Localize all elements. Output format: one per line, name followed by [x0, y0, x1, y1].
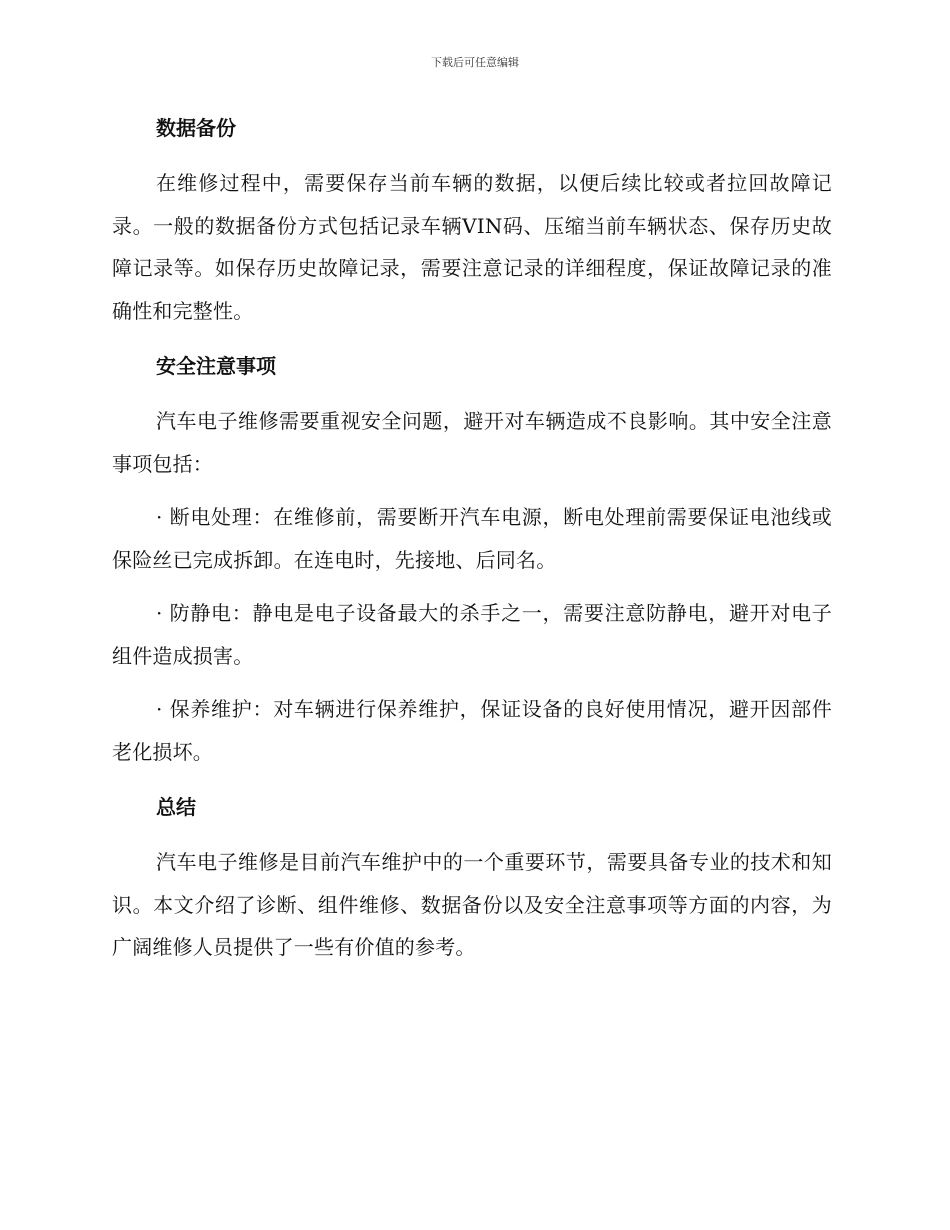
document-body — [112, 108, 832, 969]
bullet-maintenance: · 保养维护：对车辆进行保养维护，保证设备的良好使用情况，避开因部件老化损坏。 — [112, 697, 832, 764]
paragraph-summary: 汽车电子维修是目前汽车维护中的一个重要环节，需要具备专业的技术和知识。本文介绍了诊断、组件维修、数据备份以及安全注意事项等方面的内容，为广阔维修人员提供了一些有价值的参考。 — [112, 850, 832, 959]
bullet-anti-static: · 防静电：静电是电子设备最大的杀手之一，需要注意防静电，避开对电子组件造成损害。 — [112, 601, 832, 668]
section-heading-safety: 安全注意事项 — [156, 354, 276, 378]
section-heading-summary: 总结 — [156, 795, 196, 819]
paragraph-safety-intro: 汽车电子维修需要重视安全问题，避开对车辆造成不良影响。其中安全注意事项包括： — [112, 409, 832, 476]
paragraph-data-backup: 在维修过程中，需要保存当前车辆的数据，以便后续比较或者拉回故障记录。一般的数据备份方式包括记录车辆VIN码、压缩当前车辆状态、保存历史故障记录等。如保存历史故障记录，需要注意记录的详细程度，保证故障记录的准确性和完整性。 — [112, 171, 832, 323]
section-heading-data-backup: 数据备份 — [156, 116, 236, 140]
bullet-power-off: · 断电处理：在维修前，需要断开汽车电源，断电处理前需要保证电池线或保险丝已完成拆卸。在连电时，先接地、后同名。 — [112, 505, 832, 572]
page-header-note: 下载后可任意编辑 — [431, 56, 519, 69]
